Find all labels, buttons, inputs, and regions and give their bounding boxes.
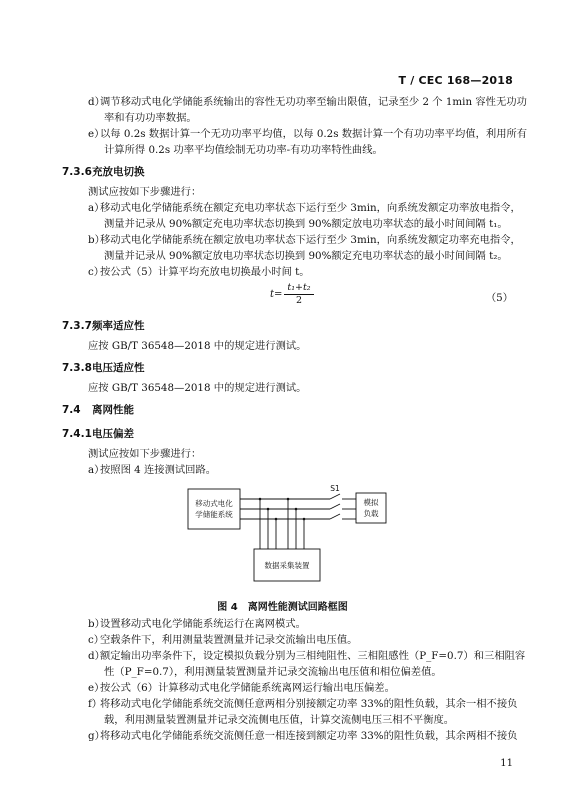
- list-item: [88, 462, 216, 478]
- storage-system-box: [188, 489, 240, 529]
- page-number: 11: [500, 758, 513, 769]
- formula-denominator: 2: [295, 295, 303, 306]
- item-marker: f）: [88, 698, 103, 710]
- paragraph: 测试应按如下步骤进行：: [88, 186, 202, 198]
- paragraph: 应按 GB/T 36548—2018 中的规定进行测试。: [88, 340, 307, 352]
- formula: [270, 282, 314, 307]
- formula-numerator: t₁+t₂: [284, 282, 313, 295]
- item-text-cont: 载，利用测量装置测量并记录交流侧电压值，计算交流侧电压三相不平衡度。: [104, 714, 455, 726]
- list-item: [88, 126, 527, 142]
- section-title: 电压适应性: [92, 362, 145, 374]
- section-title: 电压偏差: [92, 428, 134, 440]
- item-text: 按公式（5）计算平均充放电切换最小时间 t。: [100, 266, 310, 278]
- item-text-cont: 测量并记录从 90%额定放电功率状态切换到 90%额定充电功率状态的最小时间间隔 t₂。: [104, 250, 508, 262]
- paragraph: 测试应按如下步骤进行：: [88, 448, 202, 460]
- section-number: 7.3.7: [62, 320, 92, 332]
- item-text: 以每 0.2s 数据计算一个无功功率平均值，以每 0.2s 数据计算一个有功功率平均值，利用所有: [100, 128, 528, 140]
- section-title: 频率适应性: [92, 320, 145, 332]
- item-text: 设置移动式电化学储能系统运行在离网模式。: [100, 618, 306, 630]
- item-text: 将移动式电化学储能系统交流侧任意两相分别接额定功率 33%的阻性负载，其余一相不接负: [100, 698, 518, 710]
- section-number: 7.3.8: [62, 362, 92, 374]
- item-marker: b）: [88, 234, 105, 246]
- test-circuit-diagram: [180, 483, 390, 591]
- item-text: 按照图 4 连接测试回路。: [100, 464, 217, 476]
- item-marker: g）: [88, 730, 105, 742]
- storage-label-2: 学储能系统: [195, 510, 233, 519]
- item-marker: a）: [88, 202, 105, 214]
- item-marker: e）: [88, 682, 105, 694]
- switch-label: S1: [330, 484, 340, 493]
- item-marker: c）: [88, 634, 105, 646]
- list-item: [88, 94, 527, 110]
- list-item: [88, 200, 521, 216]
- section-title: 离网性能: [92, 404, 134, 416]
- section-heading: [62, 402, 134, 418]
- section-heading: [62, 318, 145, 334]
- item-text-cont: 性（P_F=0.7），利用测量装置测量并记录交流输出电压值和相位偏差值。: [104, 666, 442, 678]
- load-label-1: 模拟: [363, 498, 379, 507]
- item-text-cont: 率和有功功率数据。: [104, 112, 197, 124]
- item-marker: d）: [88, 96, 105, 108]
- list-item: [88, 264, 310, 280]
- list-item: [88, 632, 357, 648]
- item-text: 按公式（6）计算移动式电化学储能系统离网运行输出电压偏差。: [100, 682, 395, 694]
- section-title: 充放电切换: [92, 166, 145, 178]
- daq-label: 数据采集装置: [264, 561, 310, 570]
- section-number: 7.3.6: [62, 166, 92, 178]
- item-text: 移动式电化学储能系统在额定放电功率状态下运行至少 3min，向系统发额定功率充电指令，: [100, 234, 521, 246]
- figure-caption: 图 4 离网性能测试回路框图: [217, 602, 348, 613]
- item-text: 空载条件下，利用测量装置测量并记录交流输出电压值。: [100, 634, 358, 646]
- item-marker: b）: [88, 618, 105, 630]
- list-item: [88, 728, 517, 744]
- section-heading: [62, 426, 134, 442]
- item-marker: a）: [88, 464, 105, 476]
- item-text: 移动式电化学储能系统在额定充电功率状态下运行至少 3min，向系统发额定功率放电指令，: [100, 202, 521, 214]
- item-text: 额定输出功率条件下，设定模拟负载分别为三相纯阻性、三相阻感性（P_F=0.7）和三相阻容: [100, 650, 526, 662]
- section-number: 7.4.1: [62, 428, 92, 440]
- storage-label-1: 移动式电化: [195, 499, 233, 508]
- load-label-2: 负载: [363, 509, 379, 518]
- item-text: 将移动式电化学储能系统交流侧任意一相连接到额定功率 33%的阻性负载，其余两相不接负: [100, 730, 518, 742]
- formula-lhs: t=: [270, 289, 283, 300]
- list-item: [88, 232, 521, 248]
- paragraph: 应按 GB/T 36548—2018 中的规定进行测试。: [88, 382, 307, 394]
- item-text-cont: 计算所得 0.2s 功率平均值绘制无功功率-有功功率特性曲线。: [104, 144, 383, 156]
- section-number: 7.4: [62, 404, 81, 416]
- list-item: [88, 696, 517, 712]
- item-text-cont: 测量并记录从 90%额定充电功率状态切换到 90%额定放电功率状态的最小时间间隔 t₁。: [104, 218, 508, 230]
- formula-fraction: [284, 282, 313, 307]
- section-heading: [62, 360, 145, 376]
- section-heading: [62, 164, 145, 180]
- item-marker: e）: [88, 128, 105, 140]
- standard-code: T / CEC 168—2018: [398, 74, 513, 87]
- item-text: 调节移动式电化学储能系统输出的容性无功功率至输出限值，记录至少 2 个 1min 容性无功功: [100, 96, 527, 108]
- equation-number: （5）: [485, 292, 513, 304]
- item-marker: d）: [88, 650, 105, 662]
- list-item: [88, 680, 395, 696]
- list-item: [88, 616, 306, 632]
- item-marker: c）: [88, 266, 105, 278]
- list-item: [88, 648, 525, 664]
